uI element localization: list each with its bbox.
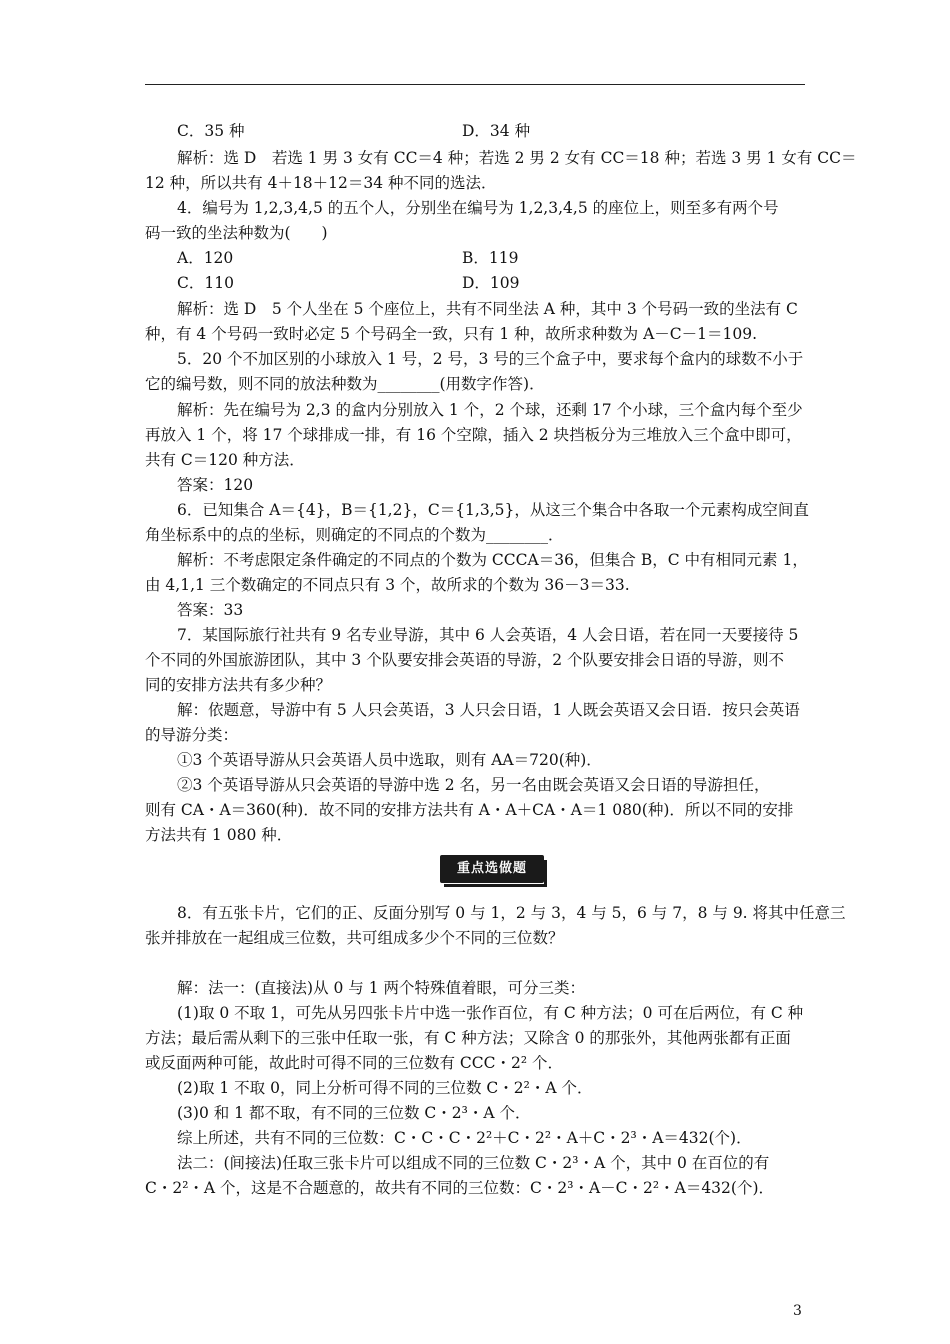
text-line: C・2²・A 个，这是不合题意的，故共有不同的三位数：C・2³・A－C・2²・A＝432(个)． bbox=[145, 1179, 774, 1197]
text-line: 综上所述，共有不同的三位数：C・C・C・2²＋C・2²・A＋C・2³・A＝432(个)． bbox=[177, 1129, 752, 1147]
text-line: 答案：33 bbox=[177, 601, 244, 619]
text-line: 它的编号数，则不同的放法种数为________(用数字作答)． bbox=[145, 375, 545, 393]
text-line: ①3 个英语导游从只会英语人员中选取，则有 AA＝720(种)． bbox=[177, 751, 602, 769]
page-number: 3 bbox=[793, 1303, 802, 1319]
text-line: 张并排放在一起组成三位数，共可组成多少个不同的三位数？ bbox=[145, 929, 564, 947]
text-line: 码一致的坐法种数为( ) bbox=[145, 224, 328, 242]
section-badge-label: 重点选做题 bbox=[440, 855, 544, 883]
text-line: 12 种，所以共有 4＋18＋12＝34 种不同的选法． bbox=[145, 174, 497, 192]
text-line: D．109 bbox=[462, 274, 520, 292]
text-line: 法二：(间接法)任取三张卡片可以组成不同的三位数 C・2³・A 个，其中 0 在百位的有 bbox=[177, 1154, 770, 1172]
text-line: 种，有 4 个号码一致时必定 5 个号码全一致，只有 1 种，故所求种数为 A－C－1＝109. bbox=[145, 325, 758, 343]
text-line: 共有 C＝120 种方法． bbox=[145, 451, 305, 469]
text-line: C．35 种 bbox=[177, 122, 245, 140]
section-badge bbox=[440, 855, 544, 885]
text-line: 的导游分类： bbox=[145, 726, 239, 744]
text-line: 解析：选 D 5 个人坐在 5 个座位上，共有不同坐法 A 种，其中 3 个号码一致的坐法有 C bbox=[177, 300, 798, 318]
text-line: 角坐标系中的点的坐标，则确定的不同点的个数为________． bbox=[145, 526, 564, 544]
text-line: (2)取 1 不取 0，同上分析可得不同的三位数 C・2²・A 个． bbox=[177, 1079, 593, 1097]
text-line: 个不同的外国旅游团队，其中 3 个队要安排会英语的导游，2 个队要安排会日语的导游，则不 bbox=[145, 651, 785, 669]
text-line: A．120 bbox=[177, 249, 234, 267]
text-line: 方法；最后需从剩下的三张中任取一张，有 C 种方法；又除含 0 的那张外，其他两张都有正面 bbox=[145, 1029, 791, 1047]
text-line: 解：依题意，导游中有 5 人只会英语，3 人只会日语，1 人既会英语又会日语．按只会英语 bbox=[177, 701, 800, 719]
text-line: B．119 bbox=[462, 249, 519, 267]
text-line: 解：法一：(直接法)从 0 与 1 两个特殊值着眼，可分三类： bbox=[177, 979, 586, 997]
header-rule bbox=[145, 84, 805, 85]
text-line: 解析：不考虑限定条件确定的不同点的个数为 CCCA＝36，但集合 B，C 中有相同元素 1， bbox=[177, 551, 808, 569]
text-line: 由 4,1,1 三个数确定的不同点只有 3 个，故所求的个数为 36－3＝33. bbox=[145, 576, 630, 594]
text-line: 则有 CA・A＝360(种)．故不同的安排方法共有 A・A＋CA・A＝1 080(种)．所以不同的安排 bbox=[145, 801, 794, 819]
text-line: 4．编号为 1,2,3,4,5 的五个人，分别坐在编号为 1,2,3,4,5 的座位上，则至多有两个号 bbox=[177, 199, 779, 217]
text-line: (3)0 和 1 都不取，有不同的三位数 C・2³・A 个． bbox=[177, 1104, 531, 1122]
text-line: 或反面两种可能，故此时可得不同的三位数有 CCC・2² 个． bbox=[145, 1054, 564, 1072]
text-line: 方法共有 1 080 种． bbox=[145, 826, 293, 844]
text-line: 7．某国际旅行社共有 9 名专业导游，其中 6 人会英语，4 人会日语，若在同一天要接待 5 bbox=[177, 626, 799, 644]
text-line: 5．20 个不加区别的小球放入 1 号，2 号，3 号的三个盒子中，要求每个盒内的球数不小于 bbox=[177, 350, 804, 368]
text-line: 8．有五张卡片，它们的正、反面分别写 0 与 1，2 与 3，4 与 5，6 与 7，8 与 9. 将其中任意三 bbox=[177, 904, 846, 922]
text-line: 解析：选 D 若选 1 男 3 女有 CC＝4 种；若选 2 男 2 女有 CC＝18 种；若选 3 男 1 女有 CC＝ bbox=[177, 149, 857, 167]
text-line: 再放入 1 个，将 17 个球排成一排，有 16 个空隙，插入 2 块挡板分为三堆放入三个盒中即可， bbox=[145, 426, 802, 444]
text-line: 6．已知集合 A＝{4}，B＝{1,2}，C＝{1,3,5}，从这三个集合中各取一个元素构成空间直 bbox=[177, 501, 809, 519]
text-line: 同的安排方法共有多少种？ bbox=[145, 676, 332, 694]
text-line: 解析：先在编号为 2,3 的盒内分别放入 1 个，2 个球，还剩 17 个小球，三个盒内每个至少 bbox=[177, 401, 803, 419]
text-line: ②3 个英语导游从只会英语的导游中选 2 名，另一名由既会英语又会日语的导游担任， bbox=[177, 776, 770, 794]
text-line: C．110 bbox=[177, 274, 234, 292]
text-line: D．34 种 bbox=[462, 122, 531, 140]
text-line: 答案：120 bbox=[177, 476, 254, 494]
text-line: (1)取 0 不取 1，可先从另四张卡片中选一张作百位，有 C 种方法；0 可在后两位，有 C 种 bbox=[177, 1004, 804, 1022]
